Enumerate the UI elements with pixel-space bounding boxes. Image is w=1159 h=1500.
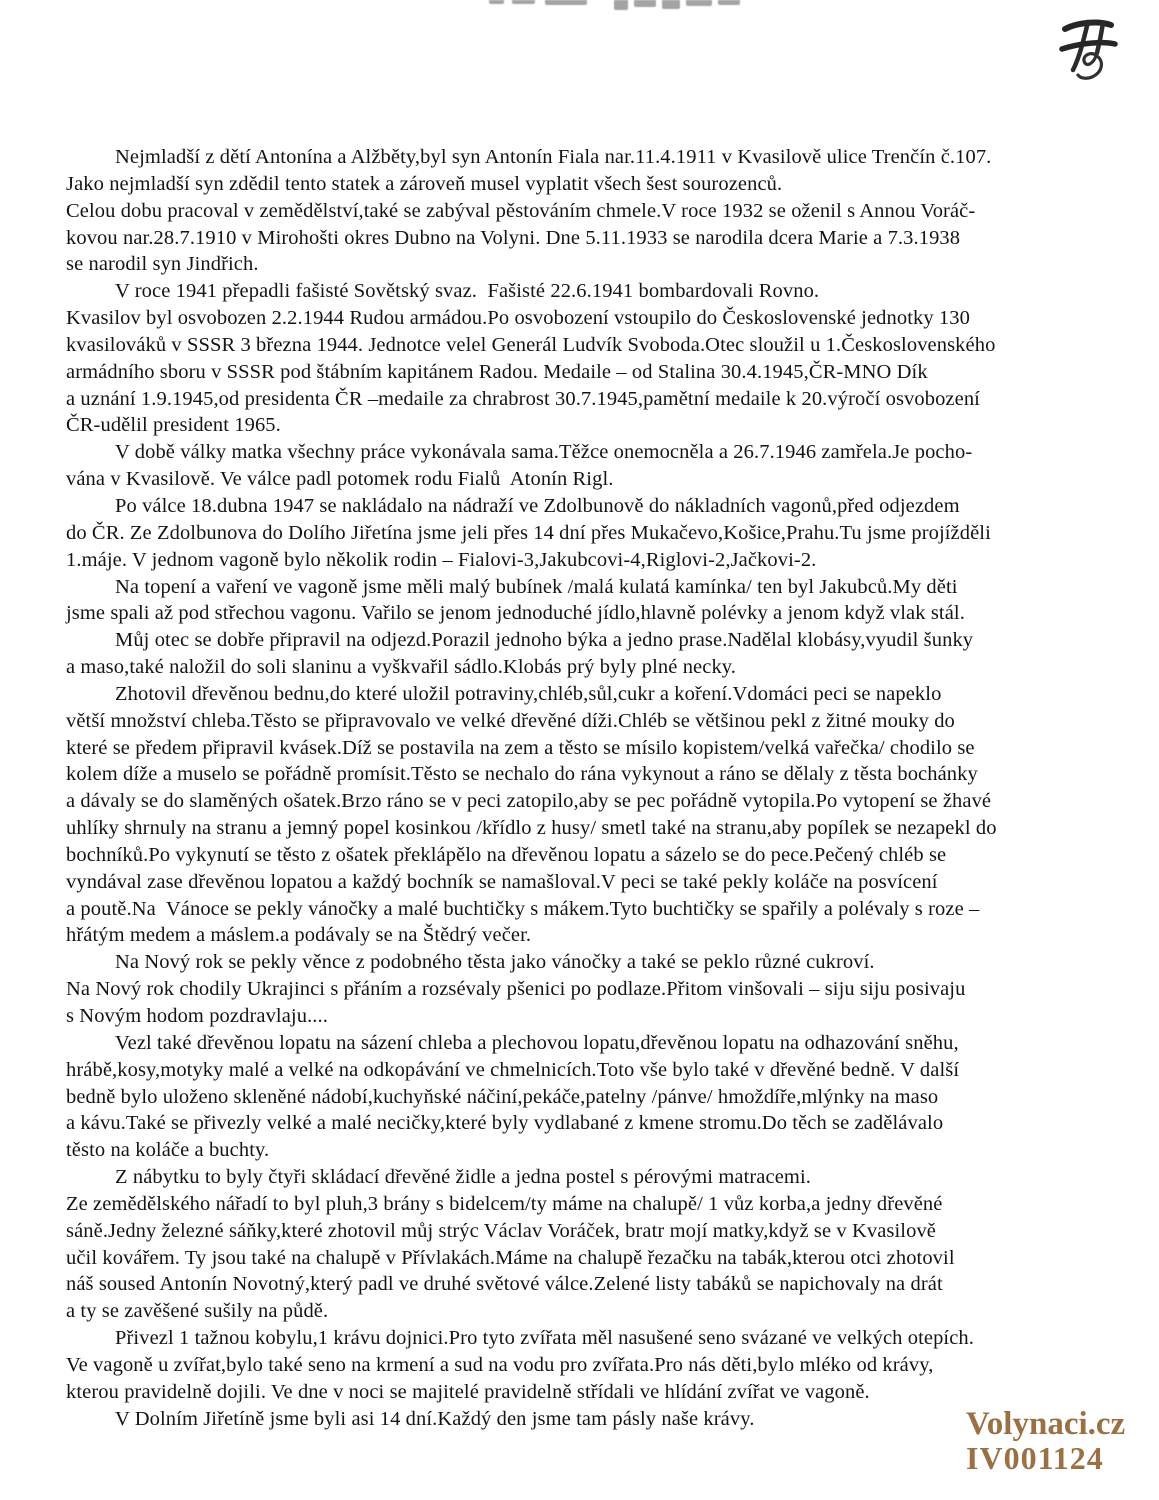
text-line: Vezl také dřevěnou lopatu na sázení chleba a plechovou lopatu,dřevěnou lopatu na odhazování sněhu, xyxy=(115,1031,959,1054)
text-line: V době války matka všechny práce vykonávala sama.Těžce onemocněla a 26.7.1946 zamřela.Je pocho- xyxy=(115,441,973,464)
text-line: Můj otec se dobře připravil na odjezd.Porazil jednoho býka a jedno prase.Nadělal klobásy,vyudil šunky xyxy=(115,629,974,652)
text-line: bedně bylo uloženo skleněné nádobí,kuchyňské náčiní,pekáče,patelny /pánve/ hmoždíře,mlýnky na maso xyxy=(66,1085,939,1108)
text-line: učil kovářem. Ty jsou také na chalupě v Přívlakách.Máme na chalupě řezačku na tabák,kterou otci zhotovil xyxy=(66,1246,955,1269)
text-line: V roce 1941 přepadli fašisté Sovětský svaz. Fašisté 22.6.1941 bombardovali Rovno. xyxy=(115,280,820,303)
text-line: a uznání 1.9.1945,od presidenta ČR –medaile za chrabrost 30.7.1945,pamětní medaile k 20.výročí osvobození xyxy=(66,387,980,410)
paragraph xyxy=(66,493,1106,574)
text-line: Celou dobu pracoval v zemědělství,také se zabýval pěstováním chmele.V roce 1932 se oženil s Annou Voráč- xyxy=(66,199,976,222)
scan-artifact-top-cutoff-text xyxy=(0,0,1159,14)
handwritten-page-mark-icon xyxy=(1058,16,1118,93)
text-line: 1.máje. V jednom vagoně bylo několik rodin – Fialovi-3,Jakubcovi-4,Riglovi-2,Jačkovi-2. xyxy=(66,548,817,571)
text-line: uhlíky shrnuly na stranu a jemný popel kosinkou /křídlo z husy/ smetl také na stranu,aby popílek se nezapekl do xyxy=(66,817,997,840)
text-line: Nejmladší z dětí Antonína a Alžběty,byl syn Antonín Fiala nar.11.4.1911 v Kvasilově ulice Trenčín č.107. xyxy=(115,146,992,168)
text-line: Po válce 18.dubna 1947 se nakládalo na nádraží ve Zdolbunově do nákladních vagonů,před odjezdem xyxy=(115,494,960,517)
paragraph xyxy=(66,1164,1106,1325)
watermark-site-name: Volynaci.cz xyxy=(966,1406,1126,1442)
text-line: a poutě.Na Vánoce se pekly vánočky a malé buchtičky s mákem.Tyto buchtičky se spařily a polévaly s roze – xyxy=(66,897,980,920)
paragraph xyxy=(66,278,1106,439)
text-line: a maso,také naložil do soli slaninu a vyškvařil sádlo.Klobás prý byly plné necky. xyxy=(66,656,737,679)
text-line: Jako nejmladší syn zdědil tento statek a zároveň musel vyplatit všech šest sourozenců. xyxy=(66,172,783,195)
text-line: větší množství chleba.Těsto se připravovalo ve velké dřevěné díži.Chléb se většinou pekl z žitné mouky do xyxy=(66,709,955,732)
text-line: Přivezl 1 tažnou kobylu,1 krávu dojnici.Pro tyto zvířata měl nasušené seno svázané ve velkých otepích. xyxy=(115,1327,974,1350)
text-line: které se předem připravil kvásek.Díž se postavila na zem a těsto se mísilo kopistem/velká vařečka/ chodilo se xyxy=(66,736,975,759)
text-line: hrábě,kosy,motyky malé a velké na odkopávání ve chmelnicích.Toto vše bylo také v dřevěné bedně. V další xyxy=(66,1058,960,1081)
paragraph xyxy=(66,1406,1106,1433)
paragraph xyxy=(66,1325,1106,1406)
text-line: kvasilováků v SSSR 3 března 1944. Jednotce velel Generál Ludvík Svoboda.Otec sloužil u 1.Československého xyxy=(66,333,996,356)
text-line: s Novým hodom pozdravlaju.... xyxy=(66,1005,328,1027)
paragraph xyxy=(66,681,1106,949)
text-line: vána v Kvasilově. Ve válce padl potomek rodu Fialů Atonín Rigl. xyxy=(66,468,614,491)
text-line: kovou nar.28.7.1910 v Mirohošti okres Dubno na Volyni. Dne 5.11.1933 se narodila dcera Marie a 7.3.1938 xyxy=(66,226,961,249)
text-line: Na topení a vaření ve vagoně jsme měli malý bubínek /malá kulatá kamínka/ ten byl Jakubců.My děti xyxy=(115,575,958,598)
text-line: V Dolním Jiřetíně jsme byli asi 14 dní.Každý den jsme tam pásly naše krávy. xyxy=(115,1407,755,1430)
document-text xyxy=(66,144,1106,1433)
text-line: do ČR. Ze Zdolbunova do Dolího Jiřetína jsme jeli přes 14 dní přes Mukačevo,Košice,Prahu.Tu jsme projížděli xyxy=(66,521,991,544)
text-line: sáně.Jedny železné sáňky,které zhotovil můj strýc Václav Voráček, bratr mojí matky,když se v Kvasilově xyxy=(66,1219,936,1242)
text-line: a dávaly se do slaměných ošatek.Brzo ráno se v peci zatopilo,aby se pec pořádně vytopila.Po vytopení se žhavé xyxy=(66,790,992,813)
text-line: Zhotovil dřevěnou bednu,do které uložil potraviny,chléb,sůl,cukr a koření.Vdomáci peci se napeklo xyxy=(115,682,942,705)
text-line: ČR-udělil president 1965. xyxy=(66,414,281,437)
text-line: náš soused Antonín Novotný,který padl ve druhé světové válce.Zelené listy tabáků se napichovaly na drát xyxy=(66,1273,943,1296)
paragraph xyxy=(66,949,1106,1030)
text-line: Ze zemědělského nářadí to byl pluh,3 brány s bidelcem/ty máme na chalupě/ 1 vůz korba,a jedny dřevěné xyxy=(66,1192,943,1215)
text-line: kterou pravidelně dojili. Ve dne v noci se majitelé pravidelně střídali ve hlídání zvířat ve vagoně. xyxy=(66,1380,870,1403)
text-line: bochníků.Po vykynutí se těsto z ošatek překlápělo na dřevěnou lopatu a sázelo se do pece.Pečený chléb se xyxy=(66,843,947,866)
text-line: vyndával zase dřevěnou lopatou a každý bochník se namašloval.V peci se také pekly koláče na posvícení xyxy=(66,870,938,893)
text-line: Ve vagoně u zvířat,bylo také seno na krmení a sud na vodu pro zvířata.Pro nás děti,bylo mléko od krávy, xyxy=(66,1353,934,1376)
paragraph xyxy=(66,144,1106,278)
text-line: a kávu.Také se přivezly velké a malé necičky,které byly vydlabané z kmene stromu.Do těch se zadělávalo xyxy=(66,1112,944,1135)
text-line: kolem díže a muselo se pořádně promísit.Těsto se nechalo do rána vykynout a ráno se dělaly z těsta bochánky xyxy=(66,763,978,786)
text-line: armádního sboru v SSSR pod štábním kapitánem Radou. Medaile – od Stalina 30.4.1945,ČR-MNO Dík xyxy=(66,360,928,383)
paragraph xyxy=(66,574,1106,628)
text-line: Kvasilov byl osvobozen 2.2.1944 Rudou armádou.Po osvobození vstoupilo do Československé jednotky 130 xyxy=(66,307,970,330)
text-line: těsto na koláče a buchty. xyxy=(66,1139,270,1162)
text-line: a ty se zavěšené sušily na půdě. xyxy=(66,1300,329,1323)
text-line: hřátým medem a máslem.a podávaly se na Štědrý večer. xyxy=(66,924,532,947)
paragraph xyxy=(66,627,1106,681)
text-line: Na Nový rok se pekly věnce z podobného těsta jako vánočky a také se peklo různé cukroví. xyxy=(115,951,875,974)
watermark-document-id: IV001124 xyxy=(966,1439,1104,1476)
paragraph xyxy=(66,1030,1106,1164)
text-line: se narodil syn Jindřich. xyxy=(66,253,259,276)
paragraph xyxy=(66,439,1106,493)
text-line: Z nábytku to byly čtyři skládací dřevěné židle a jedna postel s pérovými matracemi. xyxy=(115,1166,811,1189)
text-line: jsme spali až pod střechou vagonu. Vařilo se jenom jednoduché jídlo,hlavně polévky a jenom když vlak stál. xyxy=(66,602,965,625)
text-line: Na Nový rok chodily Ukrajinci s přáním a rozsévaly pšenici po podlaze.Přitom vinšovali – siju siju posivaju xyxy=(66,978,966,1001)
watermark xyxy=(966,1408,1125,1474)
